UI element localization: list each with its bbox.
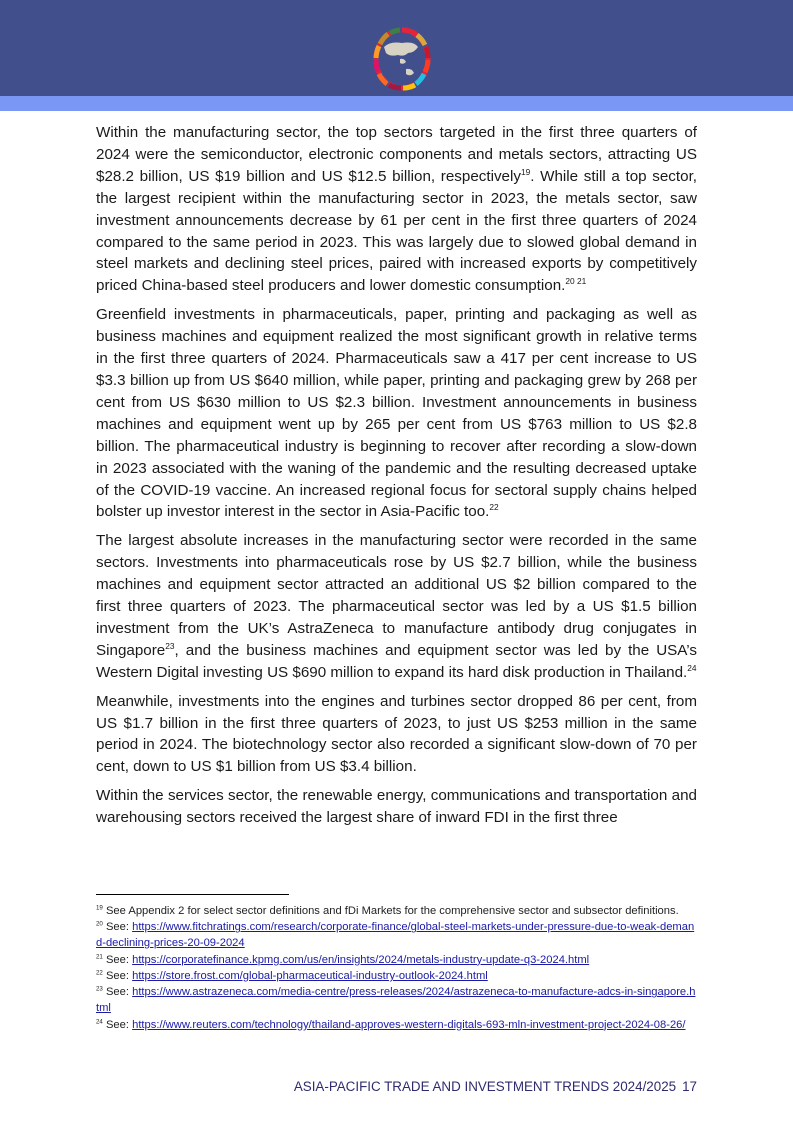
footnote-22-link[interactable]: https://store.frost.com/global-pharmaceutical-industry-outlook-2024.html (132, 969, 488, 982)
footnote-ref-20-21[interactable]: 20 21 (565, 276, 587, 287)
footnote-ref-19[interactable]: 19 (520, 166, 531, 177)
body-text (96, 122, 697, 836)
footnote-21-link[interactable]: https://corporatefinance.kpmg.com/us/en/insights/2024/metals-industry-update-q3-2024.html (132, 953, 590, 966)
footnote-ref-23[interactable]: 23 (165, 640, 175, 651)
footnote-23: $^{23}$ See: https://www.astrazeneca.com/media-centre/press-releases/2024/astrazeneca-to-manufacture-adcs-in-singapore.html (96, 985, 696, 1015)
footnote-ref-22[interactable]: 22 (489, 502, 499, 513)
footnote-divider (96, 894, 289, 895)
header-stripe (0, 96, 793, 111)
footnote-19: $^{19}$ See Appendix 2 for select sector definitions and fDi Markets for the comprehensive sector and subsector definitions. (96, 904, 679, 917)
paragraph-manufacturing-top-sectors: Within the manufacturing sector, the top sectors targeted in the first three quarters of 2024 were the semiconductor, electronic components and metals sectors, attracting US $28.2 billion, US $19 billion and US $12.5 billion, respectively$^{19}$. While still a top sector, the largest recipient within the manufacturing sector in 2023, the metals sector, saw investment announcements decrease by 61 per cent in the first three quarters of 2024 compared to the same period in 2023. This was largely due to slowed global demand in steel markets and declining steel prices, paired with increased exports by competitively priced China-based steel producers and lower domestic consumption.$^{20 21}$ (96, 124, 698, 295)
paragraph-engines-turbines: Meanwhile, investments into the engines and turbines sector dropped 86 per cent, from US $1.7 billion in the first three quarters of 2023, to just US $253 million in the same period in 2024. The biotechnology sector also recorded a significant slow-down of 70 per cent, down to US $1 billion from US $3.4 billion. (96, 692, 697, 776)
asia-pacific-globe-logo-icon (370, 25, 434, 93)
footnote-24: $^{24}$ See: https://www.reuters.com/technology/thailand-approves-western-digitals-693-mln-investment-project-2024-08-26/ (96, 1017, 686, 1031)
footnotes (96, 904, 697, 1034)
footnote-21: $^{21}$ See: https://corporatefinance.kpmg.com/us/en/insights/2024/metals-industry-update-q3-2024.html (96, 952, 590, 966)
footnote-20-link[interactable]: https://www.fitchratings.com/research/corporate-finance/global-steel-markets-under-pressure-due-to-weak-demand-declining-prices-20-09-2024 (96, 921, 695, 950)
footnote-20: $^{20}$ See: https://www.fitchratings.com/research/corporate-finance/global-steel-markets-under-pressure-due-to-weak-demand-declining-prices-20-09-2024 (96, 920, 695, 950)
page-number: 17 (682, 1079, 697, 1094)
paragraph-absolute-increases: The largest absolute increases in the manufacturing sector were recorded in the same sectors. Investments into pharmaceuticals rose by US $2.7 billion, while the business machines and equipment sector attracted an additional US $2 billion compared to the first three quarters of 2023. The pharmaceutical sector was led by a US $1.5 billion investment from the UK’s AstraZeneca to manufacture antibody drug conjugates in Singapore$^{23}$, and the business machines and equipment sector was led by the USA’s Western Digital investing US $690 million to expand its hard disk production in Thailand.$^{24}$ (96, 532, 697, 681)
footnote-ref-24[interactable]: 24 (687, 662, 697, 673)
footnote-24-link[interactable]: https://www.reuters.com/technology/thailand-approves-western-digitals-693-mln-investment-project-2024-08-26/ (132, 1018, 686, 1031)
footnote-23-link[interactable]: https://www.astrazeneca.com/media-centre/press-releases/2024/astrazeneca-to-manufacture-adcs-in-singapore.html (96, 986, 696, 1015)
page-footer (294, 1079, 697, 1094)
paragraph-greenfield-growth: Greenfield investments in pharmaceuticals, paper, printing and packaging as well as business machines and equipment realized the most significant growth in relative terms in the first three quarters of 2024. Pharmaceuticals saw a 417 per cent increase to US $3.3 billion up from US $640 million, while paper, printing and packaging grew by 268 per cent from US $630 million to US $2.3 billion. Investment announcements in business machines and equipment went up by 265 per cent from US $763 million to US $2.8 billion. The pharmaceutical industry is beginning to recover after recording a slow-down in 2023 associated with the waning of the pandemic and the resulting decreased uptake of the COVID-19 vaccine. An increased regional focus for sectoral supply chains helped bolster up investor interest in the sector in Asia-Pacific too.$^{22}$ (96, 306, 697, 521)
paragraph-services-sector: Within the services sector, the renewable energy, communications and transportation and warehousing sectors received the largest share of inward FDI in the first three (96, 787, 697, 827)
report-title: ASIA-PACIFIC TRADE AND INVESTMENT TRENDS 2024/2025 (293, 1079, 677, 1094)
footnote-22: $^{22}$ See: https://store.frost.com/global-pharmaceutical-industry-outlook-2024.html (96, 969, 488, 982)
